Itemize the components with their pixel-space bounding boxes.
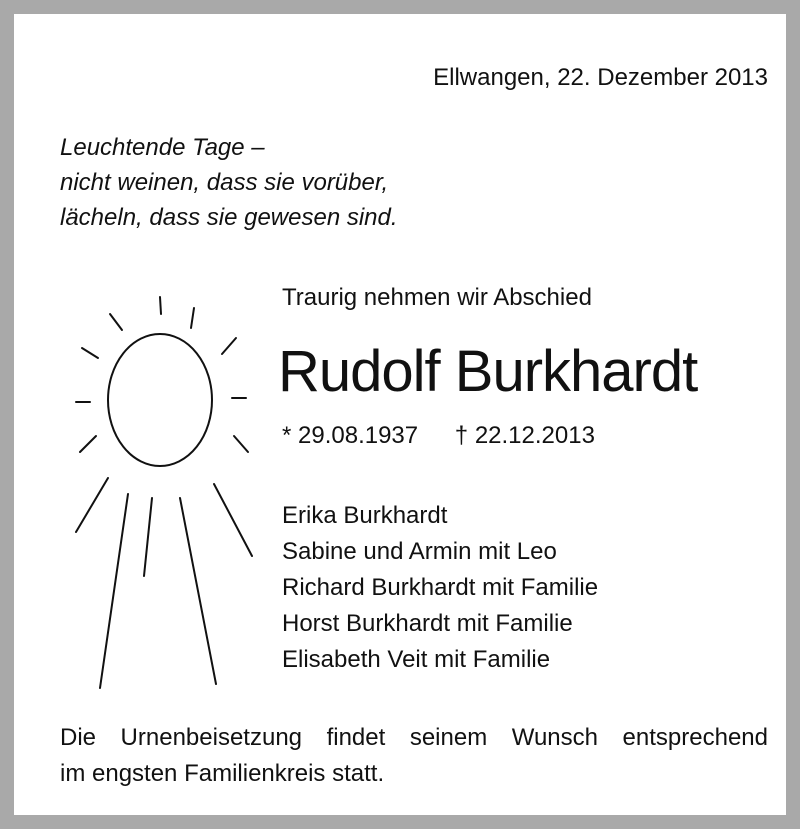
- sun-disc: [108, 334, 212, 466]
- mourner-item: Elisabeth Veit mit Familie: [282, 646, 551, 673]
- mourner-item: Sabine und Armin mit Leo: [282, 538, 557, 565]
- death-date: † 22.12.2013: [454, 422, 595, 449]
- farewell-text: Traurig nehmen wir Abschied: [282, 284, 592, 311]
- obituary-card: [28, 28, 800, 829]
- deceased-name: Rudolf Burkhardt: [278, 339, 698, 404]
- mourners-list: [282, 498, 598, 678]
- place-and-date: Ellwangen, 22. Dezember 2013: [433, 64, 768, 91]
- burial-note: [60, 720, 768, 792]
- life-dates: [282, 422, 595, 450]
- motto-verse: [60, 130, 398, 235]
- sun-drawing-icon: [54, 276, 254, 696]
- motto-line: Leuchtende Tage –: [60, 134, 265, 161]
- motto-line: lächeln, dass sie gewesen sind.: [60, 204, 398, 231]
- mourner-item: Horst Burkhardt mit Familie: [282, 610, 573, 637]
- burial-note-line: im engsten Familienkreis statt.: [60, 760, 385, 787]
- motto-line: nicht weinen, dass sie vorüber,: [60, 169, 389, 196]
- burial-note-line: Die Urnenbeisetzung findet seinem Wunsch entsprechend: [60, 724, 768, 751]
- mourner-item: Erika Burkhardt: [282, 502, 448, 529]
- mourner-item: Richard Burkhardt mit Familie: [282, 574, 599, 601]
- birth-date: * 29.08.1937: [282, 422, 419, 449]
